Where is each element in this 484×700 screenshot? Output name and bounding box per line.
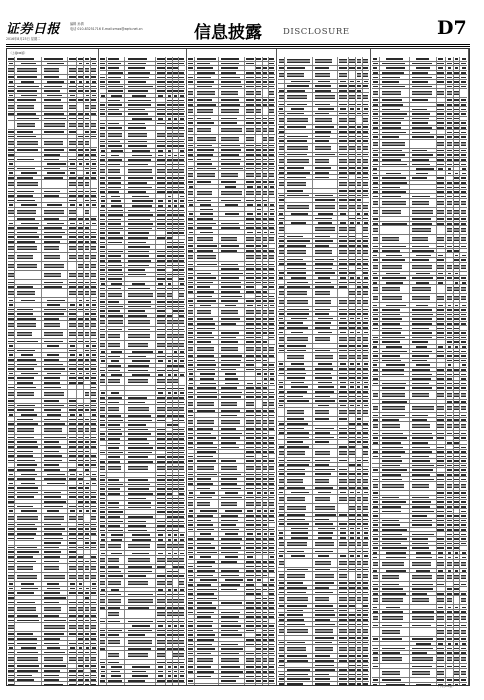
table-row: [372, 669, 467, 678]
table-row: [372, 422, 467, 431]
table-row: [188, 464, 275, 473]
table-row: [278, 71, 369, 80]
table-row: [8, 514, 97, 523]
table-row: [8, 271, 97, 280]
section-title: 信息披露: [194, 23, 262, 43]
table-row: [100, 131, 185, 140]
table-row: [278, 203, 369, 212]
table-row: [8, 605, 97, 614]
table-row: [278, 504, 369, 513]
table-row: [188, 135, 275, 144]
table-row: [100, 556, 185, 565]
table-row: [372, 226, 467, 235]
table-row: [188, 189, 275, 198]
table-row: [100, 318, 185, 327]
table-row: [8, 321, 97, 330]
table-row: [278, 144, 369, 153]
table-row: [278, 495, 369, 504]
table-row: [188, 656, 275, 665]
table-row: [188, 253, 275, 262]
table-row: [278, 627, 369, 636]
table-row: [188, 171, 275, 180]
table-row: [8, 390, 97, 399]
table-row: [278, 57, 369, 66]
table-column: [277, 49, 371, 685]
table-row: [100, 377, 185, 386]
table-row: [188, 345, 275, 354]
table-row: [372, 199, 467, 208]
table-column: [371, 49, 469, 685]
table-row: [278, 449, 369, 458]
table-row: [278, 353, 369, 362]
table-row: [8, 180, 97, 189]
table-row: [8, 253, 97, 262]
table-row: [188, 107, 275, 116]
continued-note: （下转D8版）: [436, 684, 456, 688]
table-row: [278, 225, 369, 234]
table-row: [278, 116, 369, 125]
table-row: [278, 408, 369, 417]
table-column: [7, 49, 99, 685]
table-row: [100, 464, 185, 473]
header-rule-thin: [6, 46, 470, 47]
table-row: [100, 579, 185, 588]
table-row: [372, 628, 467, 637]
table-caption: （上接D6版）: [9, 51, 27, 55]
table-row: [8, 655, 97, 664]
table-row: [278, 540, 369, 549]
table-row: [372, 391, 467, 400]
table-row: [188, 126, 275, 135]
table-row: [100, 610, 185, 619]
table-row: [372, 263, 467, 272]
table-row: [8, 121, 97, 130]
table-row: [372, 560, 467, 569]
table-row: [278, 93, 369, 102]
table-row: [278, 180, 369, 189]
table-row: [278, 289, 369, 298]
table-row: [8, 139, 97, 148]
table-row: [188, 684, 275, 685]
table-row: [8, 66, 97, 75]
table-row: [100, 683, 185, 685]
table-row: [278, 559, 369, 568]
table-row: [8, 682, 97, 685]
table-row: [188, 400, 275, 409]
table-row: [8, 208, 97, 217]
table-column: [187, 49, 277, 685]
table-row: [278, 157, 369, 166]
page-number: D7: [437, 17, 467, 39]
table-row: [372, 285, 467, 294]
table-row: [8, 564, 97, 573]
table-row: [278, 645, 369, 654]
table-row: [372, 235, 467, 244]
table-row: [8, 244, 97, 253]
table-row: [372, 208, 467, 217]
table-row: [188, 235, 275, 244]
table-row: [278, 298, 369, 307]
table-row: [372, 140, 467, 149]
disclosure-table-area: [6, 48, 470, 686]
table-row: [278, 477, 369, 486]
table-row: [372, 404, 467, 413]
table-row: [100, 597, 185, 606]
masthead: [0, 0, 484, 44]
table-row: [8, 426, 97, 435]
editor-info: [70, 22, 143, 32]
table-row: [188, 500, 275, 509]
table-row: [188, 89, 275, 98]
table-row: [8, 330, 97, 339]
table-row: [100, 341, 185, 350]
table-row: [188, 418, 275, 427]
table-row: [8, 262, 97, 271]
table-row: [8, 103, 97, 112]
table-row: [372, 596, 467, 605]
editor-name: 编辑 孙倩: [70, 22, 84, 26]
table-row: [100, 405, 185, 414]
section-title-english: DISCLOSURE: [283, 27, 350, 37]
table-row: [8, 289, 97, 298]
table-row: [372, 614, 467, 623]
table-row: [278, 572, 369, 581]
table-row: [8, 623, 97, 632]
table-row: [100, 651, 185, 660]
newspaper-logo: 证券日报: [6, 22, 61, 37]
table-row: [100, 542, 185, 551]
table-row: [278, 682, 369, 685]
table-row: [100, 291, 185, 300]
table-row: [372, 482, 467, 491]
table-row: [100, 167, 185, 176]
table-row: [372, 655, 467, 664]
table-column: [99, 49, 187, 685]
dateline: 2016年8月23日 星期二: [6, 37, 41, 41]
table-row: [100, 332, 185, 341]
table-row: [100, 638, 185, 647]
table-row: [372, 294, 467, 303]
table-row: [188, 308, 275, 317]
table-row: [372, 89, 467, 98]
editor-contact: 电话 010-83251716 E-mail:zmzx@zqrb.net.cn: [70, 27, 143, 31]
table-row: [278, 595, 369, 604]
table-row: [278, 335, 369, 344]
table-row: [372, 573, 467, 582]
table-row: [8, 573, 97, 582]
table-row: [278, 248, 369, 257]
